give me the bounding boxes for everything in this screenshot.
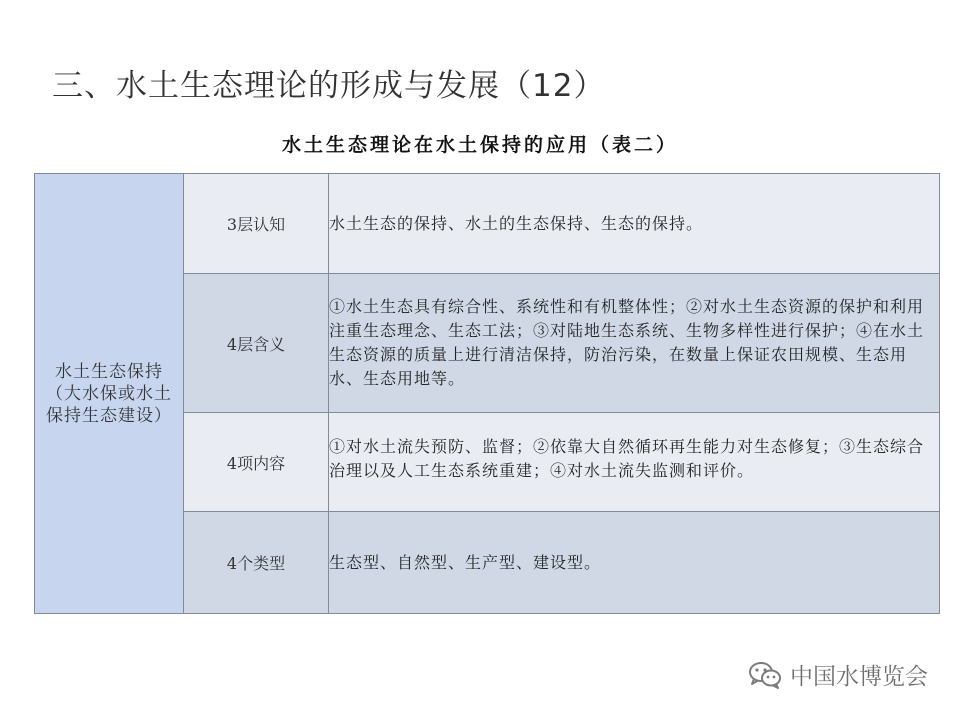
row-content [329,274,940,413]
watermark-text: 中国水博览会 [790,664,928,690]
table-caption: 水土生态理论在水土保持的应用（表二） [281,134,678,156]
row-content-text: 水土生态的保持、水土的生态保持、生态的保持。 [329,213,704,233]
row-label: 4项内容 [184,413,329,512]
table-row [35,174,940,274]
row-content-text: 生态型、自然型、生产型、建设型。 [329,552,602,572]
watermark [748,658,928,691]
row-label: 4个类型 [184,512,329,614]
group-cell [35,174,184,614]
row-content-text: ①水土生态具有综合性、系统性和有机整体性；②对水土生态资源的保护和利用注重生态理念、生态工法；③对陆地生态系统、生物多样性进行保护；④在水土生态资源的质量上进行清洁保持，防治污染，在数量上保证农田规模、生态用水、生态用地等。 [329,297,925,388]
row-content-text: ①对水土流失预防、监督；②依靠大自然循环再生能力对生态修复；③生态综合治理以及人工生态系统重建；④对水土流失监测和评价。 [329,437,925,480]
application-table [34,173,940,614]
row-content [329,174,940,274]
row-content [329,413,940,512]
wechat-icon [748,661,782,689]
row-label: 4层含义 [184,274,329,413]
group-label: 水土生态保持（大水保或水土保持生态建设） [46,361,172,426]
row-label: 3层认知 [184,174,329,274]
row-content [329,512,940,614]
slide-title: 三、水土生态理论的形成与发展（12） [52,68,606,104]
